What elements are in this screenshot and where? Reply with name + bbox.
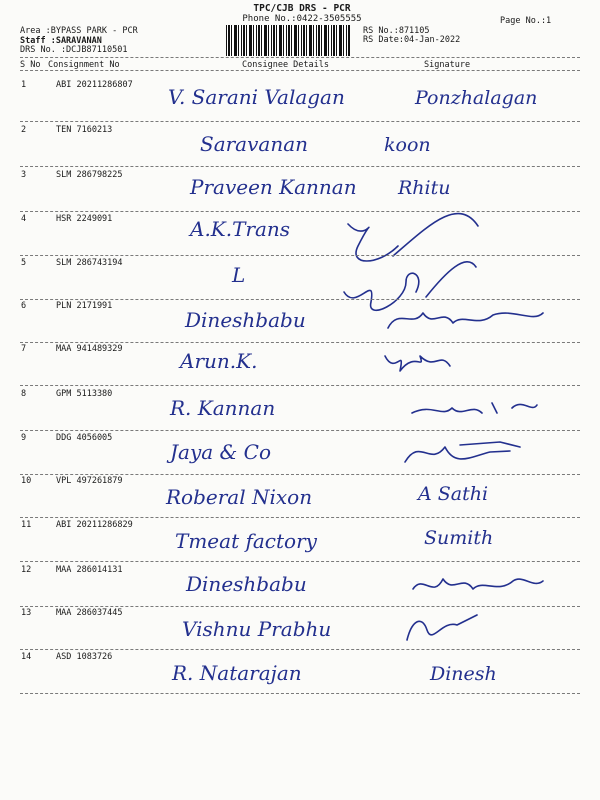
signature-scribble: [407, 615, 477, 640]
consignee-handwriting: [0, 472, 600, 518]
header-rule-top: [20, 57, 580, 58]
consignee-handwriting: [0, 76, 600, 122]
consignee-name: Arun.K.: [180, 349, 258, 373]
consignee-name: V. Sarani Valagan: [168, 85, 345, 109]
signature-scribble: [405, 442, 520, 462]
consignee-handwriting: [0, 561, 600, 607]
signature-scribble: [388, 313, 543, 328]
consignment-number: ABI 20211286829: [56, 520, 133, 530]
signature: [397, 177, 451, 199]
col-sno: S No: [20, 60, 41, 70]
signature: [424, 527, 493, 549]
rs-date: RS Date:04-Jan-2022: [363, 35, 461, 45]
signature: [405, 442, 520, 462]
signature-text: Dinesh: [430, 663, 497, 685]
phone-number: Phone No.:0422-3505555: [242, 14, 362, 24]
signature: [385, 356, 450, 371]
table-row: [0, 472, 600, 518]
rs-number: RS No.:871105: [363, 26, 430, 36]
signature-scribble: [413, 579, 543, 589]
table-row: [0, 385, 600, 431]
consignment-number: ABI 20211286807: [56, 80, 133, 90]
consignment-number: MAA 286037445: [56, 608, 123, 618]
col-consignment: Consignment No: [48, 60, 120, 70]
area-label: Area :BYPASS PARK - PCR: [20, 26, 138, 36]
consignee-handwriting: [0, 121, 600, 167]
signature: [407, 615, 477, 640]
consignee-handwriting: [0, 210, 600, 256]
page-number: Page No.:1: [500, 16, 552, 26]
consignee-handwriting: [0, 429, 600, 475]
consignee-handwriting: [0, 604, 600, 650]
serial-number: 12: [21, 565, 32, 575]
signature-scribble: [385, 356, 450, 371]
consignee-name: R. Kannan: [170, 396, 276, 420]
serial-number: 10: [21, 476, 32, 486]
consignee-name: R. Natarajan: [172, 661, 302, 685]
serial-number: 6: [21, 301, 27, 311]
serial-number: 14: [21, 652, 32, 662]
consignee-name: Dineshbabu: [185, 308, 306, 332]
consignee-name: Vishnu Prabhu: [182, 617, 332, 641]
consignment-number: MAA 286014131: [56, 565, 123, 575]
signature-scribble: [412, 403, 537, 413]
consignee-handwriting: [0, 254, 600, 300]
signature: [416, 483, 488, 505]
table-row: [0, 429, 600, 475]
signature: [388, 313, 543, 328]
consignee-name: Praveen Kannan: [190, 175, 357, 199]
consignee-handwriting: [0, 297, 600, 343]
table-row: [0, 516, 600, 562]
serial-number: 7: [21, 344, 27, 354]
consignment-number: GPM 5113380: [56, 389, 113, 399]
table-row: [0, 210, 600, 256]
signature-text: Sumith: [424, 527, 494, 549]
serial-number: 5: [21, 258, 27, 268]
consignee-name: A.K.Trans: [190, 217, 291, 241]
signature: [429, 663, 497, 685]
table-row: [0, 254, 600, 300]
consignee-handwriting: [0, 648, 600, 694]
document-title: TPC/CJB DRS - PCR: [253, 3, 351, 14]
consignment-number: MAA 941489329: [56, 344, 123, 354]
drs-number: DRS No. :DCJB87110501: [20, 45, 128, 55]
consignee-name: Saravanan: [200, 132, 309, 156]
signature: [414, 87, 537, 109]
table-row: [0, 561, 600, 607]
serial-number: 1: [21, 80, 27, 90]
table-row: [0, 166, 600, 212]
serial-number: 13: [21, 608, 32, 618]
col-consignee: Consignee Details: [242, 60, 329, 70]
signature: [384, 134, 431, 156]
consignee-name: Roberal Nixon: [166, 485, 313, 509]
table-row: [0, 76, 600, 122]
signature-text: Ponzhalagan: [415, 87, 538, 109]
consignment-number: TEN 7160213: [56, 125, 113, 135]
consignment-number: ASD 1083726: [56, 652, 113, 662]
table-row: [0, 121, 600, 167]
signature-text: Rhitu: [398, 177, 451, 199]
header-rule-bottom: [20, 70, 580, 71]
consignee-name: Jaya & Co: [170, 440, 272, 464]
consignment-number: DDG 4056005: [56, 433, 113, 443]
consignee-handwriting: [0, 166, 600, 212]
consignee-name: Tmeat factory: [175, 529, 317, 553]
barcode: [226, 25, 350, 56]
serial-number: 9: [21, 433, 27, 443]
serial-number: 11: [21, 520, 32, 530]
table-row: [0, 340, 600, 386]
serial-number: 3: [21, 170, 27, 180]
table-row: [0, 297, 600, 343]
consignee-handwriting: [0, 516, 600, 562]
serial-number: 8: [21, 389, 27, 399]
consignment-number: PLN 2171991: [56, 301, 113, 311]
col-signature: Signature: [424, 60, 471, 70]
consignment-number: SLM 286798225: [56, 170, 123, 180]
consignment-number: HSR 2249091: [56, 214, 113, 224]
serial-number: 2: [21, 125, 27, 135]
consignee-name: L: [232, 263, 246, 287]
serial-number: 4: [21, 214, 27, 224]
signature: [412, 403, 537, 413]
staff-label: Staff :SARAVANAN: [20, 36, 102, 46]
signature: [413, 579, 543, 589]
consignee-name: Dineshbabu: [186, 572, 307, 596]
row-divider: [20, 693, 580, 694]
consignment-number: VPL 497261879: [56, 476, 123, 486]
consignment-number: SLM 286743194: [56, 258, 123, 268]
consignee-handwriting: [0, 385, 600, 431]
signature-text: koon: [384, 134, 431, 156]
table-row: [0, 604, 600, 650]
table-row: [0, 648, 600, 694]
signature-text: A Sathi: [418, 483, 489, 505]
consignee-handwriting: [0, 340, 600, 386]
